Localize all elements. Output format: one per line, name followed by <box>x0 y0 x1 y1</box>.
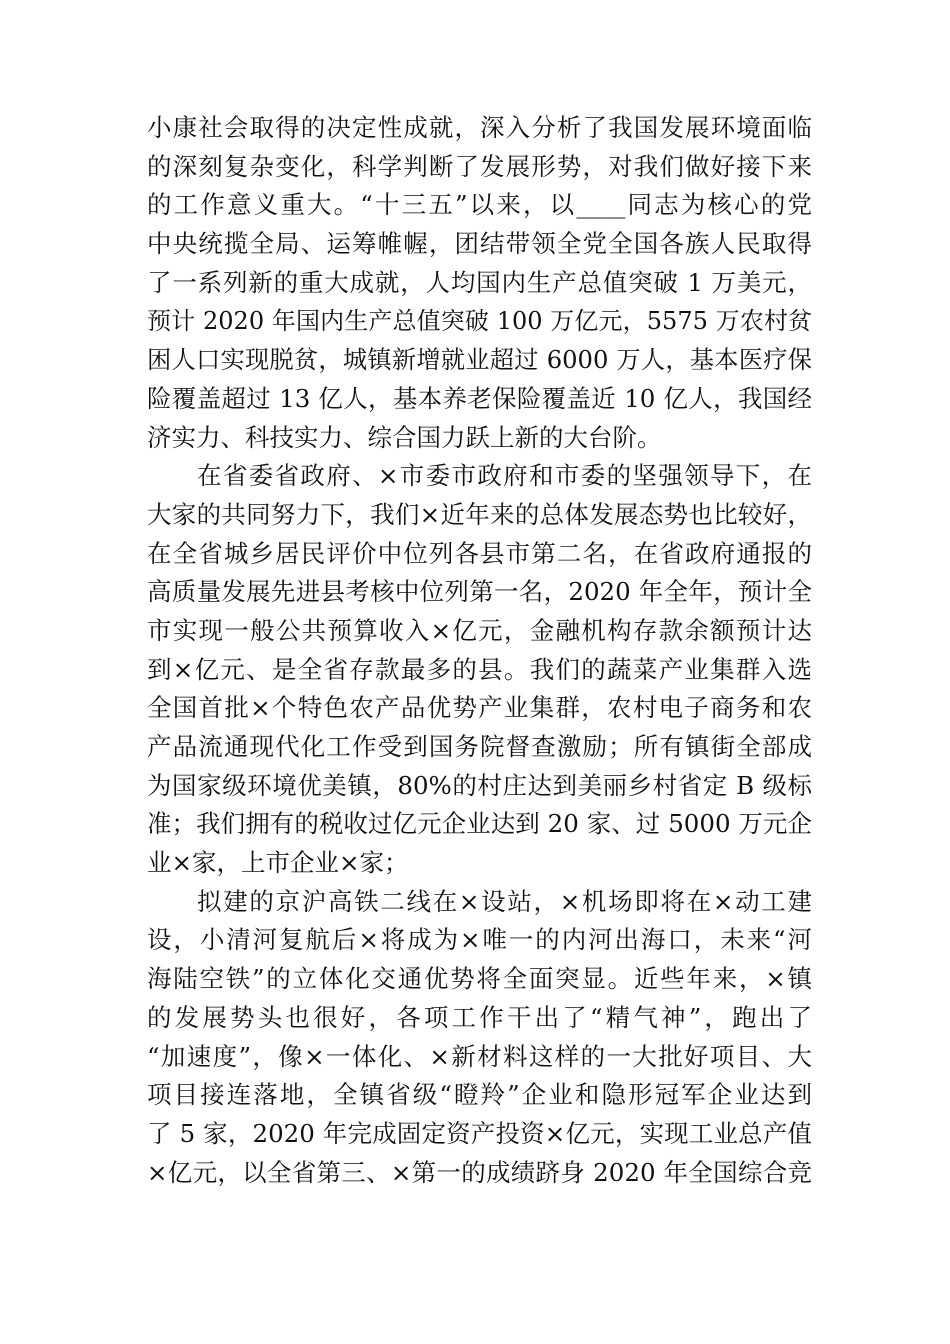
text-line: 的工作意义重大。“十三五”以来，以____同志为核心的党 <box>147 190 812 220</box>
text-line: 市实现一般公共预算收入×亿元，金融机构存款余额预计达 <box>147 615 812 645</box>
text-line: 中央统揽全局、运筹帷幄，团结带领全党全国各族人民取得 <box>147 229 812 259</box>
text-line: 全国首批×个特色农产品优势产业集群，农村电子商务和农 <box>147 693 812 723</box>
text-line: 险覆盖超过 13 亿人，基本养老保险覆盖近 10 亿人，我国经 <box>147 383 812 413</box>
paragraph-first-line: 在省委省政府、×市委市政府和市委的坚强领导下，在 <box>197 461 812 491</box>
text-line: 的发展势头也很好，各项工作干出了“精气神”，跑出了 <box>147 1002 812 1032</box>
text-line: ×亿元，以全省第三、×第一的成绩跻身 2020 年全国综合竞 <box>147 1157 812 1187</box>
text-line: 了一系列新的重大成就，人均国内生产总值突破 1 万美元， <box>147 267 812 297</box>
body-text <box>147 109 812 1192</box>
text-line: 了 5 家，2020 年完成固定资产投资×亿元，实现工业总产值 <box>147 1118 812 1148</box>
text-line: 在全省城乡居民评价中位列各县市第二名，在省政府通报的 <box>147 538 812 568</box>
text-line: 预计 2020 年国内生产总值突破 100 万亿元，5575 万农村贫 <box>147 307 812 336</box>
text-line: “加速度”，像×一体化、×新材料这样的一大批好项目、大 <box>147 1041 812 1071</box>
text-line: 为国家级环境优美镇，80%的村庄达到美丽乡村省定 B 级标 <box>147 770 812 800</box>
text-line: 困人口实现脱贫，城镇新增就业超过 6000 万人，基本医疗保 <box>147 345 812 375</box>
text-line: 产品流通现代化工作受到国务院督查激励；所有镇街全部成 <box>147 732 812 761</box>
text-line: 小康社会取得的决定性成就，深入分析了我国发展环境面临 <box>147 113 812 142</box>
text-line: 业×家，上市企业×家； <box>147 848 409 878</box>
text-line: 海陆空铁”的立体化交通优势将全面突显。近些年来，×镇 <box>147 964 812 994</box>
paragraph-first-line: 拟建的京沪高铁二线在×设站，×机场即将在×动工建 <box>197 886 812 916</box>
text-line: 项目接连落地，全镇省级“瞪羚”企业和隐形冠军企业达到 <box>147 1080 812 1110</box>
text-line: 到×亿元、是全省存款最多的县。我们的蔬菜产业集群入选 <box>147 654 812 684</box>
text-line: 济实力、科技实力、综合国力跃上新的大台阶。 <box>147 422 662 452</box>
text-line: 设，小清河复航后×将成为×唯一的内河出海口，未来“河 <box>147 925 812 955</box>
text-line: 的深刻复杂变化，科学判断了发展形势，对我们做好接下来 <box>147 151 812 181</box>
text-line: 准；我们拥有的税收过亿元企业达到 20 家、过 5000 万元企 <box>147 809 812 839</box>
text-line: 大家的共同努力下，我们×近年来的总体发展态势也比较好， <box>147 499 812 529</box>
text-line: 高质量发展先进县考核中位列第一名，2020 年全年，预计全 <box>147 577 812 607</box>
